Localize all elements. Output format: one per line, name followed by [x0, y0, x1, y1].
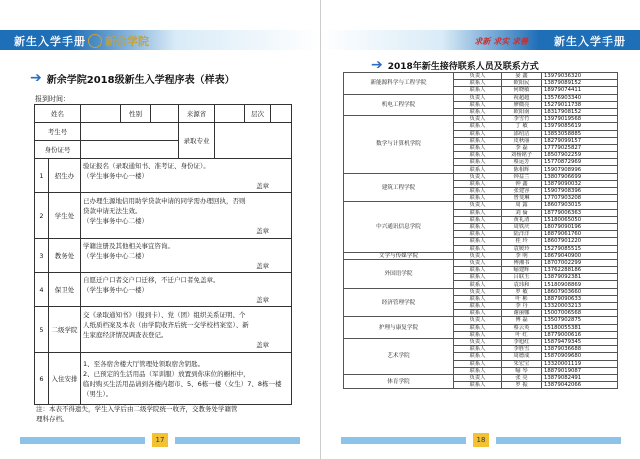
contact-role: 联系人: [454, 188, 502, 195]
contact-name: 陆洋洋: [502, 231, 542, 238]
contact-name: 曾斐琳: [502, 195, 542, 202]
desc-line: 生家庭经济情况调查表登记。: [83, 330, 168, 339]
contact-role: 联系人: [454, 108, 502, 115]
contact-phone: 13879082491: [542, 374, 618, 381]
contact-phone: 17707903208: [542, 195, 618, 202]
contacts-title: 2018年新生接待联系人员及联系方式: [387, 61, 539, 72]
contact-name: 周德成: [502, 353, 542, 360]
college-name: 艺术学院: [344, 338, 454, 374]
footer-band: [20, 437, 145, 444]
procedure-title-row: [30, 70, 235, 86]
contact-phone: 15279011738: [542, 101, 618, 108]
step-dept: 学生处: [49, 193, 81, 239]
contact-phone: 18079090196: [542, 223, 618, 230]
value-origin: [215, 105, 245, 123]
step-row: [35, 273, 292, 307]
right-page: [320, 0, 640, 459]
label-id-no: 身份证号: [35, 141, 81, 159]
step-dept: 入住安排: [49, 353, 81, 405]
contact-row: [344, 338, 618, 345]
contact-role: 联系人: [454, 324, 502, 331]
college-name: 文学与传媒学院: [344, 252, 454, 259]
step-desc: [81, 273, 292, 307]
contact-role: 联系人: [454, 353, 502, 360]
contact-name: 李 磊: [502, 144, 542, 151]
page-number: 18: [473, 433, 489, 447]
contact-role: 联系人: [454, 166, 502, 173]
contact-role: 负责人: [454, 116, 502, 123]
desc-line: 1、至各宿舍楼大厅管理处领取宿舍钥匙。: [83, 359, 205, 368]
contact-name: 李胜雪: [502, 346, 542, 353]
arrow-right-icon: ➔: [371, 57, 383, 73]
contacts-title-row: [371, 57, 539, 73]
desc-line: （学生事务中心一楼）: [83, 171, 148, 180]
contact-role: 联系人: [454, 346, 502, 353]
contact-phone: 18317908152: [542, 108, 618, 115]
contact-phone: 15907908396: [542, 188, 618, 195]
contact-phone: 13879042066: [542, 382, 618, 389]
label-level: 层次: [245, 105, 271, 123]
step-row: [35, 159, 292, 193]
step-no: 1: [35, 159, 49, 193]
contact-row: [344, 252, 618, 259]
contact-name: 叶 红: [502, 331, 542, 338]
contact-phone: 13320003213: [542, 303, 618, 310]
header-title: 新生入学手册: [14, 35, 86, 48]
contact-role: 负责人: [454, 252, 502, 259]
contact-phone: 15870909680: [542, 353, 618, 360]
contact-name: 皮秋丽: [502, 137, 542, 144]
contact-name: 钟 鑫: [502, 180, 542, 187]
contact-name: 傅湘书: [502, 259, 542, 266]
step-no: 4: [35, 273, 49, 307]
stamp-label: 盖章: [256, 181, 269, 190]
contact-name: 邵绍洁: [502, 130, 542, 137]
college-name: 护理与康复学院: [344, 317, 454, 339]
contact-role: 联系人: [454, 303, 502, 310]
stamp-label: 盖章: [256, 261, 269, 270]
contact-name: 周 露: [502, 202, 542, 209]
contact-row: [344, 116, 618, 123]
contact-name: 李旭红: [502, 338, 542, 345]
contact-name: 罗 敏: [502, 288, 542, 295]
contact-name: 袁玮和: [502, 281, 542, 288]
label-major: 录取专业: [179, 123, 215, 159]
step-desc: [81, 353, 292, 405]
contact-role: 联系人: [454, 159, 502, 166]
contact-phone: 13879092381: [542, 274, 618, 281]
logo-text: 新余学院: [105, 35, 149, 48]
contact-name: 何晓敏: [502, 87, 542, 94]
contact-name: 张建容: [502, 188, 542, 195]
contact-name: 袁媛玲: [502, 245, 542, 252]
contact-phone: 18707002299: [542, 259, 618, 266]
page-number: 17: [152, 433, 168, 447]
contact-name: 晏 鑫: [502, 73, 542, 80]
label-origin: 来源省: [179, 105, 215, 123]
college-name: 外国语学院: [344, 259, 454, 288]
desc-line: （男生）。: [83, 389, 113, 398]
contact-phone: 15180055381: [542, 324, 618, 331]
contact-role: 负责人: [454, 374, 502, 381]
contact-name: 傅 磊: [502, 317, 542, 324]
step-row: [35, 353, 292, 405]
contact-name: 喻 琴: [502, 367, 542, 374]
contact-role: 联系人: [454, 360, 502, 367]
contact-name: 刘杨铭子: [502, 152, 542, 159]
desc-line: 贷款申请无法生效。: [83, 206, 142, 215]
step-no: 3: [35, 239, 49, 273]
contacts-table: [343, 72, 618, 389]
contact-name: 陈相辉: [502, 166, 542, 173]
contact-phone: 13507902875: [542, 317, 618, 324]
step-desc: [81, 307, 292, 353]
step-desc: [81, 159, 292, 193]
contact-name: 李 明: [502, 252, 542, 259]
college-name: 数学与计算机学院: [344, 116, 454, 174]
contact-name: 黄礼清: [502, 216, 542, 223]
note-line: 理科存档。: [36, 415, 69, 423]
contact-phone: 15770872969: [542, 159, 618, 166]
value-gender: [151, 105, 179, 123]
contact-name: 丁 敏: [502, 123, 542, 130]
contact-role: 负责人: [454, 202, 502, 209]
contact-role: 联系人: [454, 267, 502, 274]
desc-line: 人纸质档案及本表（由学院收齐后统一交学校档案室）、新: [83, 320, 249, 329]
contact-phone: 13576903340: [542, 94, 618, 101]
contact-name: 朱宏宝: [502, 360, 542, 367]
contact-role: 联系人: [454, 123, 502, 130]
contact-name: 欧阳南: [502, 108, 542, 115]
step-row: [35, 239, 292, 273]
label-gender: 性别: [121, 105, 151, 123]
contact-role: 联系人: [454, 367, 502, 374]
college-name: 建筑工程学院: [344, 173, 454, 202]
contact-name: 罗 振: [502, 382, 542, 389]
contact-name: 钟益兰: [502, 173, 542, 180]
desc-line: 2、已预定的生活用品（军训服）放置到你床位的橱柜中，: [83, 369, 250, 378]
contact-phone: 13979036320: [542, 73, 618, 80]
contact-phone: 13979085619: [542, 123, 618, 130]
label-name: 姓名: [35, 105, 81, 123]
contact-phone: 13853058885: [542, 130, 618, 137]
contact-phone: 13879089152: [542, 80, 618, 87]
school-logo: [88, 33, 149, 49]
contact-role: 联系人: [454, 80, 502, 87]
contact-phone: 17779025827: [542, 144, 618, 151]
step-row: [35, 307, 292, 353]
contact-name: 周铁庆: [502, 223, 542, 230]
contact-name: 桂 玲: [502, 238, 542, 245]
desc-line: 交《录取通知书》（报到卡）、党（团）组织关系证明、个: [83, 310, 246, 319]
contact-role: 联系人: [454, 209, 502, 216]
contact-role: 负责人: [454, 73, 502, 80]
college-name: 中兴通讯信息学院: [344, 202, 454, 252]
contact-phone: 18879090633: [542, 295, 618, 302]
contact-role: 联系人: [454, 310, 502, 317]
contact-phone: 13762288186: [542, 267, 618, 274]
contact-name: 吕联玉: [502, 274, 542, 281]
desc-line: （学生事务中心二楼）: [83, 251, 148, 260]
desc-line: 已办理生源地信用助学贷款申请的同学需办理回执，否则: [83, 196, 246, 205]
contact-role: 负责人: [454, 317, 502, 324]
desc-line: 自愿迁户口者交户口迁移，不迁户口者免盖章。: [83, 275, 220, 284]
contact-name: 廖微亮: [502, 101, 542, 108]
desc-line: 学籍注册及其他相关事宜咨询。: [83, 241, 174, 250]
contact-row: [344, 288, 618, 295]
contact-phone: 15279085515: [542, 245, 618, 252]
contact-phone: 13320001119: [542, 360, 618, 367]
contact-phone: 13879090032: [542, 180, 618, 187]
header-title: 新生入学手册: [554, 35, 626, 48]
contact-phone: 18679040900: [542, 252, 618, 259]
contact-role: 联系人: [454, 223, 502, 230]
arrow-right-icon: ➔: [30, 70, 42, 86]
contact-name: 蔡运芳: [502, 159, 542, 166]
contact-row: [344, 94, 618, 101]
footnote: [36, 404, 294, 424]
step-no: 2: [35, 193, 49, 239]
contact-phone: 18779000616: [542, 331, 618, 338]
contact-phone: 15180908869: [542, 281, 618, 288]
contact-name: 欧阳民: [502, 80, 542, 87]
contact-role: 负责人: [454, 288, 502, 295]
contact-phone: 13979019568: [542, 116, 618, 123]
seal-icon: [88, 34, 102, 48]
contact-name: 张 亮: [502, 374, 542, 381]
step-dept: 保卫处: [49, 273, 81, 307]
step-desc: [81, 239, 292, 273]
contact-role: 联系人: [454, 281, 502, 288]
contact-phone: 18507902259: [542, 152, 618, 159]
stamp-label: 盖章: [256, 226, 269, 235]
contact-name: 叶 彬: [502, 295, 542, 302]
contact-role: 联系人: [454, 87, 502, 94]
contact-phone: 18779006363: [542, 209, 618, 216]
contact-row: [344, 73, 618, 80]
contact-row: [344, 173, 618, 180]
contact-row: [344, 259, 618, 266]
contact-role: 联系人: [454, 274, 502, 281]
footer-band: [175, 437, 300, 444]
step-desc: [81, 193, 292, 239]
contact-role: 负责人: [454, 173, 502, 180]
contact-phone: 13807906699: [542, 173, 618, 180]
value-id-no: [81, 141, 179, 159]
desc-line: （学生事务中心二楼）: [83, 216, 148, 225]
date-label: 报到时间：: [35, 95, 70, 103]
label-exam-no: 考生号: [35, 123, 81, 141]
contact-name: 李 丹: [502, 303, 542, 310]
procedure-title: 新余学院2018级新生入学程序表（样表）: [46, 74, 235, 86]
contact-phone: 18879061760: [542, 231, 618, 238]
desc-line: 临时购买生活用品请到各楼内超市、5、6栋一楼（女生）7、8栋一楼: [83, 379, 282, 388]
desc-line: （学生事务中心一楼）: [83, 285, 148, 294]
contact-row: [344, 202, 618, 209]
value-level: [271, 105, 292, 123]
contact-phone: 15907908996: [542, 166, 618, 173]
college-name: 体育学院: [344, 374, 454, 388]
contact-role: 负责人: [454, 94, 502, 101]
procedure-table: [34, 104, 292, 405]
contact-name: 祝超超: [502, 94, 542, 101]
contact-role: 联系人: [454, 152, 502, 159]
contact-name: 喻建辉: [502, 267, 542, 274]
contact-role: 联系人: [454, 295, 502, 302]
contact-phone: 18607903660: [542, 288, 618, 295]
step-no: 5: [35, 307, 49, 353]
college-name: 经济管理学院: [344, 288, 454, 317]
value-exam-no: [81, 123, 179, 141]
contact-phone: 18979074411: [542, 87, 618, 94]
contact-role: 联系人: [454, 137, 502, 144]
contact-row: [344, 317, 618, 324]
desc-line: 验证报名（录取通知书、准考证、身份证）。: [83, 161, 210, 170]
contact-role: 联系人: [454, 216, 502, 223]
college-name: 机电工程学院: [344, 94, 454, 116]
contact-role: 负责人: [454, 338, 502, 345]
stamp-label: 盖章: [256, 340, 269, 349]
contact-phone: 18607903015: [542, 202, 618, 209]
contact-phone: 18879019087: [542, 367, 618, 374]
contact-role: 联系人: [454, 195, 502, 202]
contact-name: 刘 倫: [502, 209, 542, 216]
contact-role: 联系人: [454, 101, 502, 108]
contact-role: 联系人: [454, 130, 502, 137]
contact-role: 联系人: [454, 180, 502, 187]
value-name: [81, 105, 121, 123]
contact-phone: 15007006568: [542, 310, 618, 317]
contact-role: 联系人: [454, 331, 502, 338]
contact-role: 联系人: [454, 144, 502, 151]
contact-row: [344, 374, 618, 381]
contact-name: 蔡云英: [502, 324, 542, 331]
value-major: [215, 123, 292, 159]
stamp-label: 盖章: [256, 295, 269, 304]
contact-phone: 18279099157: [542, 137, 618, 144]
contact-role: 联系人: [454, 382, 502, 389]
contact-role: 负责人: [454, 259, 502, 266]
contact-role: 联系人: [454, 238, 502, 245]
contact-phone: 15879479345: [542, 338, 618, 345]
note-line: 注：本表不得遗失，学生入学后由二级学院统一收齐，交教务处学籍管: [36, 405, 238, 413]
step-dept: 二级学院: [49, 307, 81, 353]
college-name: 新能源科学与工程学院: [344, 73, 454, 95]
contact-role: 联系人: [454, 245, 502, 252]
footer-band: [496, 437, 621, 444]
contact-name: 李雪竹: [502, 116, 542, 123]
step-no: 6: [35, 353, 49, 405]
school-motto: 求新 求实 求善: [474, 36, 528, 46]
contact-phone: 15180065050: [542, 216, 618, 223]
footer-band: [341, 437, 466, 444]
contact-phone: 13879036688: [542, 346, 618, 353]
step-dept: 教务处: [49, 239, 81, 273]
contact-role: 联系人: [454, 231, 502, 238]
step-dept: 招生办: [49, 159, 81, 193]
step-row: [35, 193, 292, 239]
contact-name: 谢丽娜: [502, 310, 542, 317]
contact-phone: 18607901220: [542, 238, 618, 245]
